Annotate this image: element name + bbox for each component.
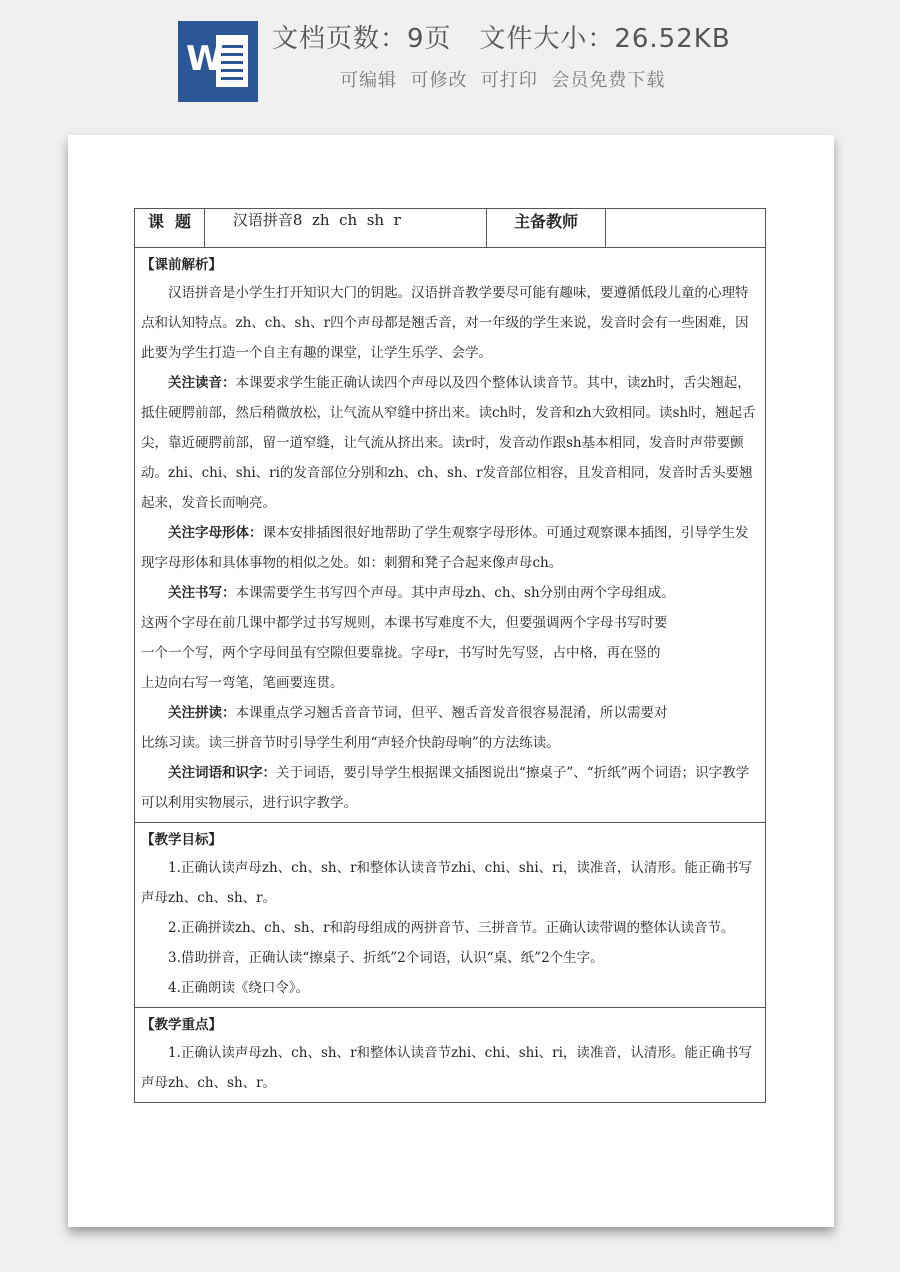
spelling-label: 关注拼读： bbox=[168, 705, 236, 721]
writing-label: 关注书写： bbox=[168, 585, 236, 601]
spelling-line: 本课重点学习翘舌音音节词，但平、翘舌音发音很容易混淆，所以需要对 bbox=[235, 705, 668, 721]
spelling-line: 比练习读。读三拼音节时引导学生利用“声轻介快韵母响”的方法练读。 bbox=[141, 735, 560, 751]
lesson-plan-table bbox=[134, 208, 766, 1103]
goal-item: 2.正确拼读zh、ch、sh、r和韵母组成的两拼音节、三拼音节。正确认读带调的整体认读音节。 bbox=[168, 920, 735, 936]
goal-item: 4.正确朗读《绕口令》。 bbox=[168, 980, 310, 996]
words-paragraph bbox=[141, 758, 759, 818]
header-row bbox=[135, 209, 766, 248]
topic-label: 课 题 bbox=[135, 209, 205, 248]
key-points-title: 【教学重点】 bbox=[141, 1017, 222, 1033]
writing-paragraph bbox=[141, 578, 759, 608]
shape-label: 关注字母形体： bbox=[168, 525, 263, 541]
writing-line: 这两个字母在前几课中都学过书写规则，本课书写难度不大，但要强调两个字母书写时要 bbox=[141, 615, 668, 631]
analysis-title: 【课前解析】 bbox=[141, 257, 222, 273]
key-point-item: 1.正确认读声母zh、ch、sh、r和整体认读音节zhi、chi、shi、ri，读准音，认清形。能正确书写声母zh、ch、sh、r。 bbox=[141, 1045, 752, 1091]
analysis-section bbox=[135, 248, 766, 823]
goals-title: 【教学目标】 bbox=[141, 832, 222, 848]
analysis-intro: 汉语拼音是小学生打开知识大门的钥匙。汉语拼音教学要尽可能有趣味，要遵循低段儿童的心理特点和认知特点。zh、ch、sh、r四个声母都是翘舌音，对一年级的学生来说，发音时会有一些困难，因此要为学生打造一个自主有趣的课堂，让学生乐学、会学。 bbox=[141, 285, 749, 361]
goals-section bbox=[135, 823, 766, 1008]
pronunciation-label: 关注读音： bbox=[168, 375, 236, 391]
writing-line: 上边向右写一弯笔，笔画要连贯。 bbox=[141, 675, 344, 691]
goal-item: 1.正确认读声母zh、ch、sh、r和整体认读音节zhi、chi、shi、ri，读准音，认清形。能正确书写声母zh、ch、sh、r。 bbox=[141, 860, 752, 906]
words-text: 关于词语，要引导学生根据课文插图说出“擦桌子”、“折纸”两个词语；识字教学可以利用实物展示，进行识字教学。 bbox=[141, 765, 750, 811]
teacher-label: 主备教师 bbox=[486, 209, 606, 248]
pronunciation-text: 本课要求学生能正确认读四个声母以及四个整体认读音节。其中，读zh时，舌尖翘起，抵住硬腭前部，然后稍微放松，让气流从窄缝中挤出来。读ch时，发音和zh大致相同。读sh时，翘起舌尖，靠近硬腭前部，留一道窄缝，让气流从挤出来。读r时，发音动作跟sh基本相同，发音时声带要颤动。zhi、chi、shi、ri的发音部位分别和zh、ch、sh、r发音部位相容，且发音相同，发音时舌头要翘起来，发音长而响亮。 bbox=[141, 375, 756, 511]
word-document-icon: W bbox=[178, 21, 258, 102]
spelling-paragraph bbox=[141, 698, 759, 728]
doc-features-subtitle: 可编辑 可修改 可打印 会员免费下载 bbox=[340, 70, 666, 91]
teacher-value bbox=[606, 209, 766, 248]
shape-paragraph bbox=[141, 518, 759, 578]
writing-line: 一个一个写，两个字母间虽有空隙但要靠拢。字母r，书写时先写竖，占中格，再在竖的 bbox=[141, 645, 661, 661]
topic-value: 汉语拼音8 zh ch sh r bbox=[204, 209, 486, 248]
doc-info-banner bbox=[0, 0, 900, 130]
doc-stats-title: 文档页数：9页 文件大小：26.52KB bbox=[272, 24, 731, 54]
pronunciation-paragraph bbox=[141, 368, 759, 518]
words-label: 关注词语和识字： bbox=[168, 765, 276, 781]
document-page bbox=[68, 135, 834, 1227]
writing-line: 本课需要学生书写四个声母。其中声母zh、ch、sh分别由两个字母组成。 bbox=[235, 585, 675, 601]
goal-item: 3.借助拼音，正确认读“擦桌子、折纸”2个词语，认识“桌、纸”2个生字。 bbox=[168, 950, 604, 966]
shape-text: 课本安排插图很好地帮助了学生观察字母形体。可通过观察课本插图，引导学生发现字母形体和具体事物的相似之处。如：刺猬和凳子合起来像声母ch。 bbox=[141, 525, 749, 571]
key-points-section bbox=[135, 1008, 766, 1103]
